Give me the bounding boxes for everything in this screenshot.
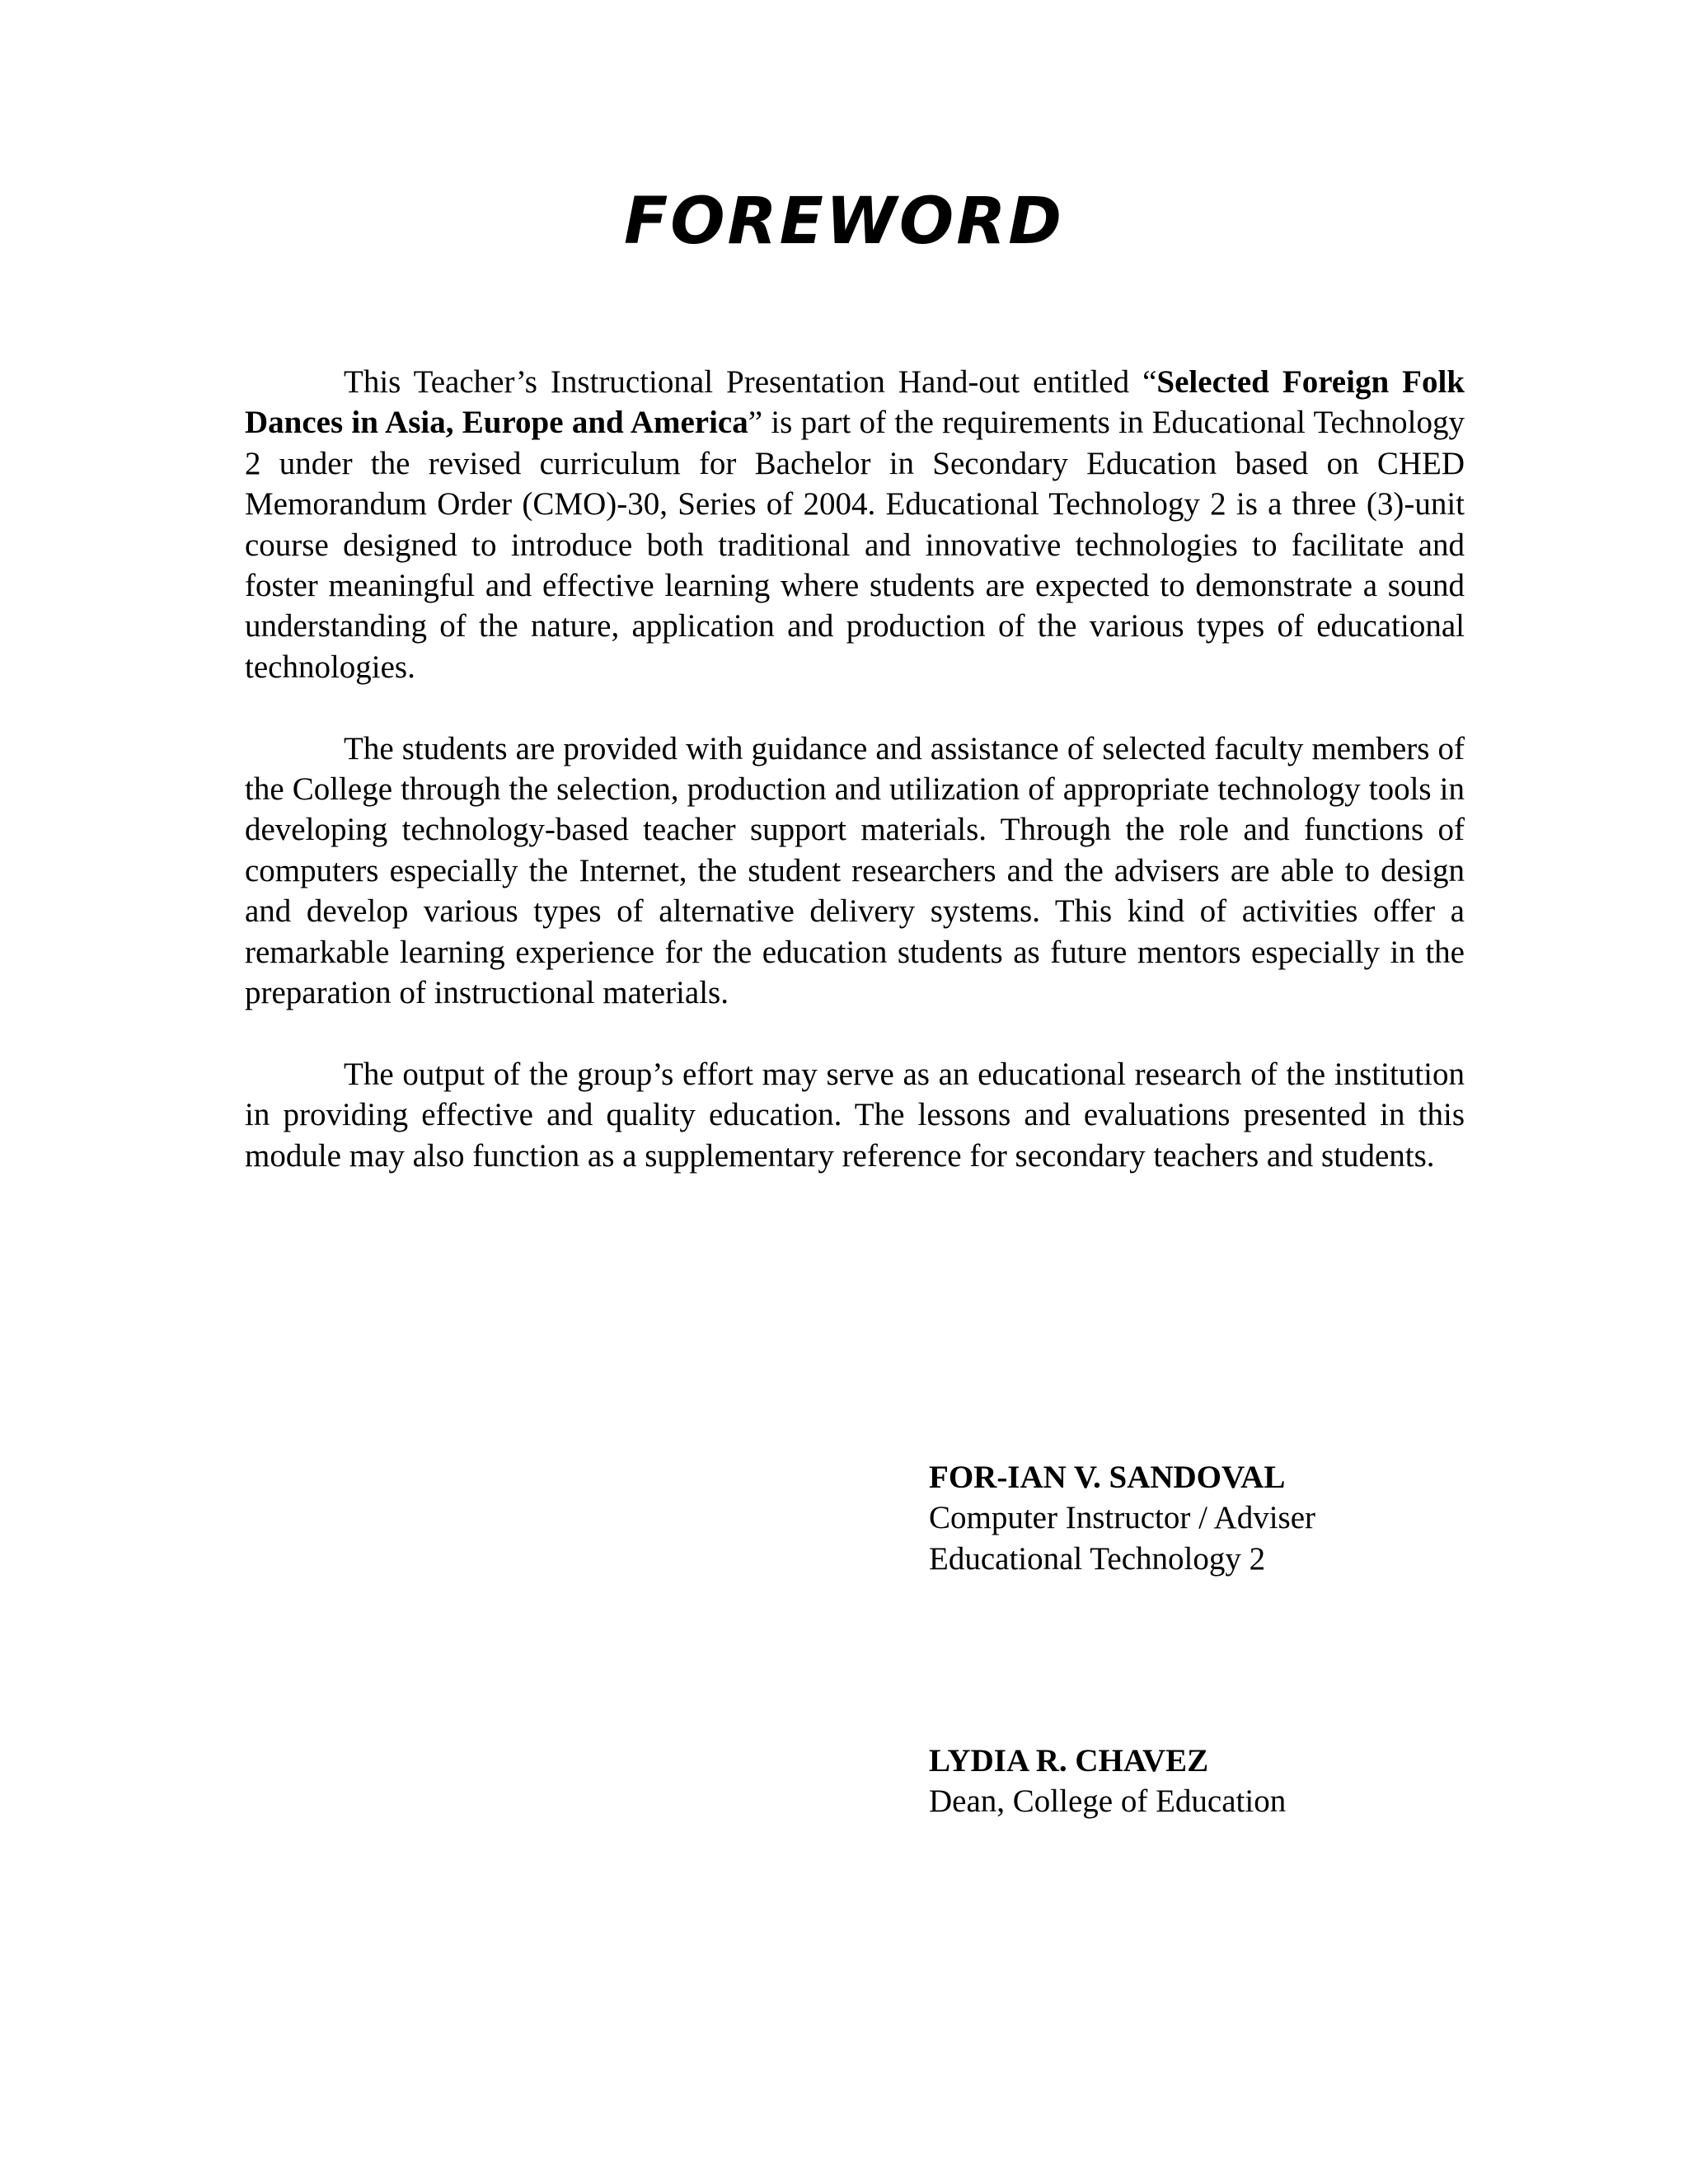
- signatory-subject: Educational Technology 2: [929, 1540, 1266, 1577]
- page-title: FOREWORD: [623, 185, 1065, 259]
- signatory-title: Dean, College of Education: [929, 1783, 1287, 1820]
- paragraph-1-intro: This Teacher’s Instructional Presentation Hand-out entitled “: [344, 364, 1157, 400]
- signatory-adviser: [929, 1457, 1315, 1579]
- paragraph-3: The output of the group’s effort may serve as an educational research of the institution in providing effective and quality education. The lessons and evaluations presented in this module may also function as a supplementary reference for secondary teachers and students.: [245, 1056, 1465, 1174]
- signatory-name: FOR-IAN V. SANDOVAL: [929, 1460, 1286, 1495]
- handout-title: Selected Foreign Folk Dances in Asia, Europe and America: [245, 364, 1465, 441]
- paragraph-2: The students are provided with guidance and assistance of selected faculty members of the College through the selection, production and utilization of appropriate technology tools in developing technology-based teacher support materials. Through the role and functions of computers especially the Internet, the student researchers and the advisers are able to design and develop various types of alternative delivery systems. This kind of activities offer a remarkable learning experience for the education students as future mentors especially in the preparation of instructional materials.: [245, 730, 1465, 1011]
- signatory-name: LYDIA R. CHAVEZ: [929, 1743, 1209, 1779]
- paragraph-1-rest: ” is part of the requirements in Educational Technology 2 under the revised curriculum for Bachelor in Secondary Education based on CHED Memorandum Order (CMO)-30, Series of 2004. Educational Technology 2 is a three (3)-unit course designed to introduce both traditional and innovative technologies to facilitate and foster meaningful and effective learning where students are expected to demonstrate a sound understanding of the nature, application and production of the various types of educational technologies.: [245, 405, 1465, 685]
- signatory-dean: [929, 1741, 1286, 1822]
- paragraph-1: [245, 362, 1465, 687]
- signatory-title: Computer Instructor / Adviser: [929, 1500, 1316, 1536]
- foreword-body: [245, 362, 1465, 1176]
